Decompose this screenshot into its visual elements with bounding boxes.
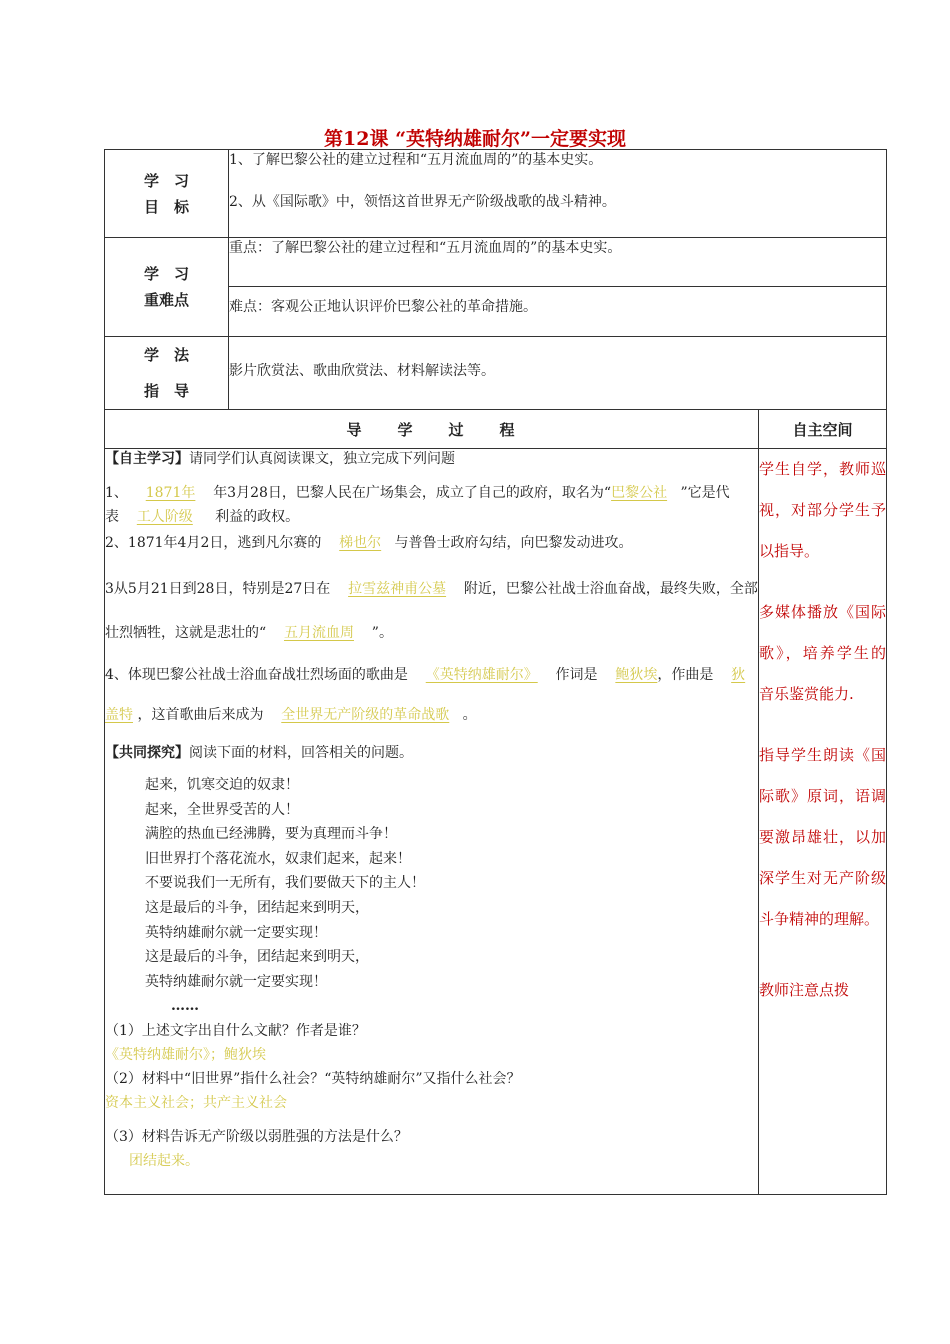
objectives-content (229, 150, 887, 238)
answer-bloody-week: 五月流血周 (283, 625, 354, 641)
poem-line: 这是最后的斗争，团结起来到明天， (145, 949, 369, 966)
side-note: 教师注意点拨 (759, 981, 850, 999)
explore-answer-2: 资本主义社会；共产主义社会 (105, 1094, 287, 1111)
keypoints-difficulty: 难点：客观公正地认识评价巴黎公社的革命措施。 (229, 287, 887, 337)
explore-intro: 阅读下面的材料，回答相关的问题。 (189, 745, 413, 761)
poem-block (105, 773, 758, 1019)
poem-line: 起来，全世界受苦的人！ (145, 801, 299, 818)
poem-line: 英特纳雄耐尔就一定要实现！ (145, 924, 327, 941)
page-title: 第12课 “英特纳雄耐尔”一定要实现 (324, 128, 626, 150)
poem-line: 起来，饥寒交迫的奴隶！ (145, 777, 299, 793)
method-content: 影片欣赏法、歌曲欣赏法、材料解读法等。 (229, 337, 887, 410)
space-header: 自主空间 (759, 410, 887, 449)
side-notes (759, 449, 887, 1195)
question-3: 3从5月21日到28日，特别是27日在 拉雪兹神甫公墓 附近，巴黎公社战士浴血奋战，最终失败，全部壮烈牺牲，这就是悲壮的“ 五月流血周 ”。 (105, 581, 758, 641)
objectives-label: 学 习 目 标 (105, 150, 229, 238)
lesson-table (104, 149, 887, 1195)
answer-cemetery: 拉雪兹神甫公墓 (348, 581, 447, 597)
answer-revolutionary-song: 全世界无产阶级的革命战歌 (281, 707, 450, 723)
answer-thiers: 梯也尔 (339, 535, 382, 551)
explore-question-3: （3）材料告诉无产阶级以弱胜强的方法是什么？ (105, 1128, 408, 1145)
objective-item: 2、从《国际歌》中，领悟这首世界无产阶级战歌的战斗精神。 (229, 194, 616, 210)
poem-line: 这是最后的斗争，团结起来到明天， (145, 899, 369, 916)
explore-heading: 【共同探究】 (105, 745, 189, 761)
keypoints-label: 学 习 重难点 (105, 238, 229, 337)
side-note: 学生自学，教师巡视，对部分学生予以指导。 (759, 460, 886, 560)
explore-answer-1: 《英特纳雄耐尔》；鲍狄埃 (105, 1046, 266, 1063)
question-1: 1、 1871年 年3月28日，巴黎人民在广场集会，成立了自己的政府，取名为“巴黎公社 ”它是代表 工人阶级 利益的政权。 (105, 485, 730, 525)
poem-line: 满腔的热血已经沸腾，要为真理而斗争！ (145, 826, 397, 843)
side-note: 多媒体播放《国际歌》，培养学生的音乐鉴赏能力. (759, 603, 886, 703)
process-content (105, 449, 759, 1195)
poem-line: 旧世界打个落花流水，奴隶们起来，起来！ (145, 850, 411, 867)
answer-1871: 1871年 (145, 485, 196, 501)
answer-paris-commune: 巴黎公社 (611, 485, 668, 501)
process-header: 导 学 过 程 (105, 410, 759, 449)
answer-song: 《英特纳雄耐尔》 (425, 667, 538, 683)
answer-working-class: 工人阶级 (136, 509, 193, 525)
self-study-heading: 【自主学习】 (105, 451, 189, 467)
answer-composer: 狄盖特 (105, 667, 746, 723)
explore-question-2: （2）材料中“旧世界”指什么社会？“英特纳雄耐尔”又指什么社会？ (105, 1070, 521, 1087)
method-label: 学 法 指 导 (105, 337, 229, 410)
answer-lyricist: 鲍狄埃 (615, 667, 658, 683)
side-note: 指导学生朗读《国际歌》原词，语调要激昂雄壮，以加深学生对无产阶级斗争精神的理解。 (759, 746, 886, 928)
question-4: 4、体现巴黎公社战士浴血奋战壮烈场面的歌曲是 《英特纳雄耐尔》 作词是 鲍狄埃，作曲是 狄盖特 ，这首歌曲后来成为 全世界无产阶级的革命战歌 。 (105, 667, 746, 723)
explore-question-1: （1）上述文字出自什么文献？作者是谁？ (105, 1022, 366, 1039)
poem-line: 英特纳雄耐尔就一定要实现！ (145, 973, 327, 990)
keypoints-focus: 重点：了解巴黎公社的建立过程和“五月流血周的”的基本史实。 (229, 238, 887, 287)
poem-ellipsis: …… (171, 998, 199, 1015)
poem-line: 不要说我们一无所有，我们要做天下的主人！ (145, 875, 425, 892)
question-2: 2、1871年4月2日，逃到凡尔赛的 梯也尔 与普鲁士政府勾结，向巴黎发动进攻。 (105, 535, 633, 551)
self-study-intro: 请同学们认真阅读课文，独立完成下列问题 (189, 451, 455, 467)
explore-answer-3: 团结起来。 (129, 1152, 199, 1169)
objective-item: 1、了解巴黎公社的建立过程和“五月流血周的”的基本史实。 (229, 152, 603, 168)
